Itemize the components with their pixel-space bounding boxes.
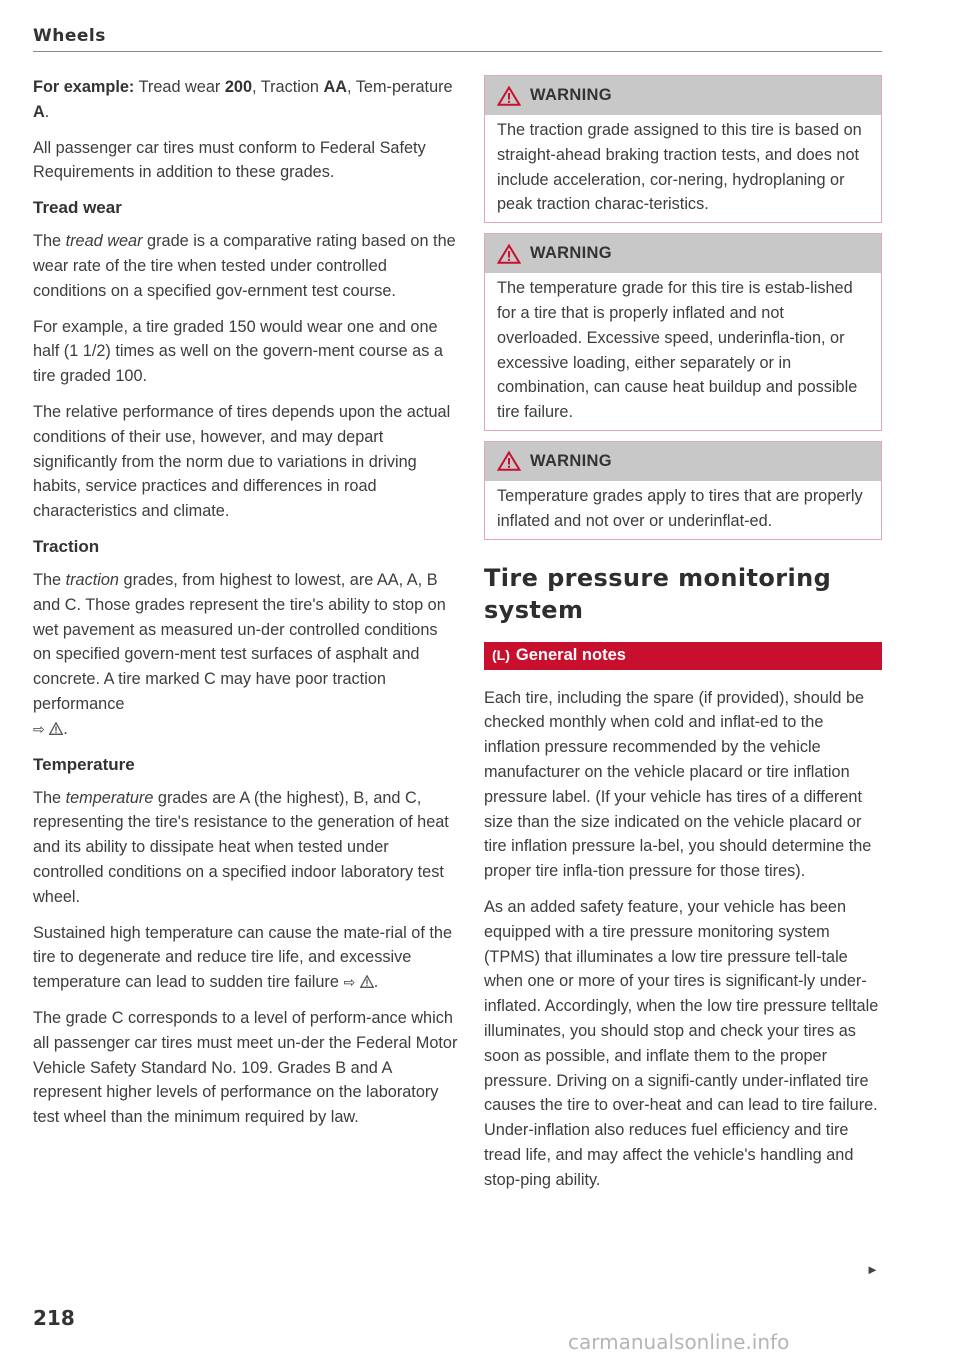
warning-box-temperature <box>484 233 882 431</box>
example-tread-value: 200 <box>224 78 253 96</box>
next-page-icon[interactable]: ► <box>866 1262 879 1277</box>
header-divider <box>33 51 882 52</box>
text: grades are A (the highest), B, and C, representing the tire's resistance to the generation of heat and its ability to dissipate heat when tested under controlled conditions on a specified indoor laboratory test wheel. <box>33 788 449 906</box>
warning-triangle-icon <box>497 86 521 106</box>
warning-text: The temperature grade for this tire is estab-lished for a tire that is properly inflated and not overloaded. Excessive speed, underinfla-tion, or excessive loading, either separately or in combination, can cause heat buildup and possible tire failure. <box>497 279 858 422</box>
emphasis: tread wear <box>65 232 143 251</box>
text: . <box>373 973 379 992</box>
page-number: 218 <box>33 1306 75 1330</box>
clock-icon: (L) <box>492 647 510 664</box>
text: . <box>63 719 68 738</box>
subsection-bar <box>484 642 882 670</box>
tpms-paragraph-2: As an added safety feature, your vehicle has been equipped with a tire pressure monitoring system (TPMS) that illuminates a low tire pressure tell-tale when one or more of your tires is significant-ly under-inflated. Accordingly, when the low tire pressure telltale illuminates, you should stop and check your tires as soon as possible, and inflate them to the proper pressure. Driving on a signifi-cantly under-inflated tire causes the tire to over-heat and can lead to tire failure. Under-inflation also reduces fuel efficiency and tire tread life, and may affect the vehicle's handling and stop-ping ability. <box>484 897 879 1189</box>
warning-text: The traction grade assigned to this tire is based on straight-ahead braking traction tests, and does not include acceleration, cor-nering, hydroplaning or peak traction charac-teristics. <box>497 121 862 214</box>
emphasis: temperature <box>65 788 154 807</box>
example-text: , Tem-perature <box>347 78 453 96</box>
text: Sustained high temperature can cause the mate-rial of the tire to degenerate and reduce tire life, and excessive temperature can lead to sudden tire failure <box>33 923 453 992</box>
text: grade is a comparative rating based on the wear rate of the tire when tested under controlled conditions on a specified gov-ernment test course. <box>33 232 456 300</box>
conform-paragraph: All passenger car tires must conform to Federal Safety Requirements in addition to these grades. <box>33 138 426 182</box>
left-column <box>33 75 458 1141</box>
warning-title: WARNING <box>530 86 612 105</box>
example-text: Tread wear <box>134 78 225 96</box>
emphasis: traction <box>65 570 119 589</box>
warning-triangle-icon[interactable] <box>360 975 374 988</box>
warning-title: WARNING <box>530 244 612 263</box>
tpms-paragraph-1: Each tire, including the spare (if provided), should be checked monthly when cold and inflat-ed to the inflation pressure recommended by the vehicle manufacturer on the vehicle placard or tire inflation pressure label. (If your vehicle has tires of a different size than the size indicated on the vehicle placard or tire inflation pressure la-bel, you should determine the proper tire infla-tion pressure for those tires). <box>484 688 872 881</box>
warning-header <box>485 234 881 273</box>
temperature-paragraph-3: The grade C corresponds to a level of perform-ance which all passenger car tires must meet un-der the Federal Motor Vehicle Safety Standard No. 109. Grades B and A represent higher levels of performance on the laboratory test wheel than the minimum required by law. <box>33 1008 458 1127</box>
right-column <box>484 75 882 1204</box>
page-header-title: Wheels <box>33 26 106 46</box>
text: grades, from highest to lowest, are AA, A, B and C. Those grades represent the tire's ability to stop on wet pavement as measured un-der controlled conditions on specified govern-ment test surfaces of asphalt and concrete. A tire marked C may have poor traction performance <box>33 570 446 713</box>
warning-triangle-icon <box>497 451 521 471</box>
reference-arrow-icon[interactable]: ⇨ <box>33 720 45 737</box>
warning-header <box>485 442 881 481</box>
watermark: carmanualsonline.info <box>568 1330 790 1354</box>
example-paragraph <box>33 75 458 125</box>
example-temp-value: A <box>33 102 45 121</box>
tread-paragraph-1 <box>33 229 458 303</box>
tread-paragraph-3: The relative performance of tires depends upon the actual conditions of their use, however, and may depart significantly from the norm due to variations in driving habits, service practices and differences in road characteristics and climate. <box>33 402 451 521</box>
text: The <box>33 570 66 589</box>
temperature-paragraph-2 <box>33 921 458 995</box>
temperature-heading: Temperature <box>33 754 135 774</box>
example-traction-value: AA <box>323 78 348 96</box>
temperature-paragraph-1 <box>33 786 458 910</box>
example-text: , Traction <box>252 78 324 96</box>
text: The <box>33 788 66 807</box>
reference-arrow-icon[interactable]: ⇨ <box>343 974 356 991</box>
text: The <box>33 232 66 251</box>
warning-box-traction <box>484 75 882 223</box>
tread-wear-heading: Tread wear <box>33 198 122 218</box>
example-label: For example: <box>33 78 135 96</box>
warning-triangle-icon[interactable] <box>49 722 63 735</box>
warning-box-inflation <box>484 441 882 540</box>
section-title: Tire pressure monitoring system <box>484 563 832 624</box>
traction-paragraph <box>33 568 458 742</box>
warning-header <box>485 76 881 115</box>
warning-text: Temperature grades apply to tires that are properly inflated and not over or underinflat-ed. <box>497 486 863 530</box>
traction-heading: Traction <box>33 536 100 556</box>
warning-triangle-icon <box>497 244 521 264</box>
warning-title: WARNING <box>530 452 612 471</box>
tread-paragraph-2: For example, a tire graded 150 would wear one and one half (1 1/2) times as well on the govern-ment course as a tire graded 100. <box>33 317 443 386</box>
subsection-title: General notes <box>515 646 626 665</box>
example-text: . <box>44 102 50 121</box>
